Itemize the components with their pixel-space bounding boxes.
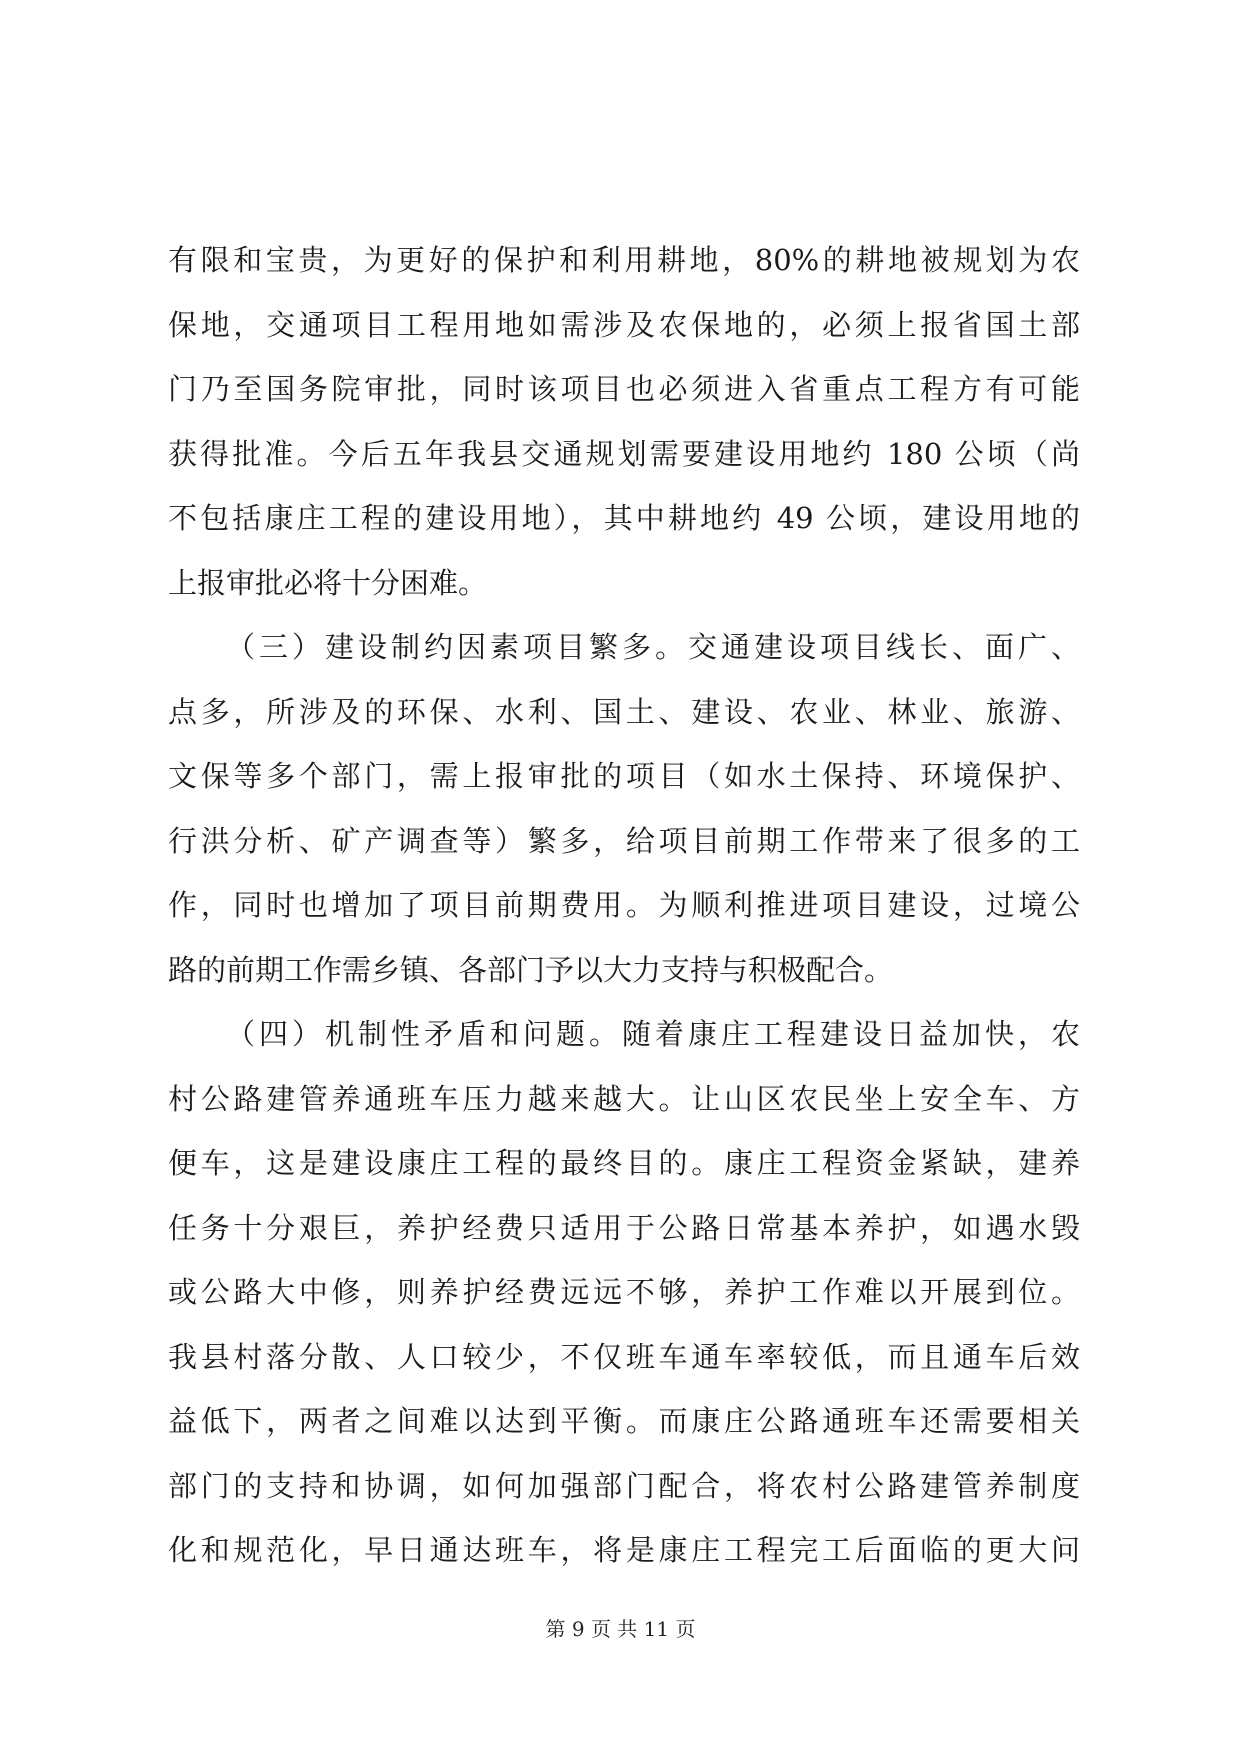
text-line: 有限和宝贵，为更好的保护和利用耕地，80%的耕地被规划为农 [168, 243, 1080, 277]
section-heading-line: （四）机制性矛盾和问题。随着康庄工程建设日益加快，农 [226, 1017, 1080, 1051]
text-line: 保地，交通项目工程用地如需涉及农保地的，必须上报省国土部 [168, 307, 1080, 342]
text-line: 行洪分析、矿产调查等）繁多，给项目前期工作带来了很多的工 [168, 823, 1080, 858]
section-heading-line: （三）建设制约因素项目繁多。交通建设项目线长、面广、 [226, 630, 1080, 664]
text-line: 益低下，两者之间难以达到平衡。而康庄公路通班车还需要相关 [168, 1404, 1080, 1438]
text-line: 文保等多个部门，需上报审批的项目（如水土保持、环境保护、 [168, 759, 1080, 793]
text-line: 便车，这是建设康庄工程的最终目的。康庄工程资金紧缺，建养 [168, 1146, 1080, 1180]
text-line: 化和规范化，早日通达班车，将是康庄工程完工后面临的更大问 [168, 1533, 1080, 1567]
text-line: 我县村落分散、人口较少，不仅班车通车率较低，而且通车后效 [168, 1339, 1080, 1374]
text-line: 作，同时也增加了项目前期费用。为顺利推进项目建设，过境公 [168, 888, 1080, 922]
document-body [168, 228, 1080, 1583]
text-line: 村公路建管养通班车压力越来越大。让山区农民坐上安全车、方 [168, 1081, 1080, 1116]
text-line: 门乃至国务院审批，同时该项目也必须进入省重点工程方有可能 [168, 372, 1080, 406]
text-line: 上报审批必将十分困难。 [168, 565, 488, 600]
text-line: 部门的支持和协调，如何加强部门配合，将农村公路建管养制度 [168, 1468, 1080, 1503]
page-number-footer: 第 9 页 共 11 页 [545, 1617, 696, 1641]
text-line: 不包括康庄工程的建设用地），其中耕地约 49 公顷，建设用地的 [168, 501, 1080, 535]
text-line: 点多，所涉及的环保、水利、国土、建设、农业、林业、旅游、 [168, 694, 1080, 729]
text-line: 获得批准。今后五年我县交通规划需要建设用地约 180 公顷（尚 [168, 436, 1080, 471]
text-line: 或公路大中修，则养护经费远远不够，养护工作难以开展到位。 [168, 1275, 1080, 1309]
text-line: 任务十分艰巨，养护经费只适用于公路日常基本养护，如遇水毁 [168, 1210, 1080, 1245]
text-line: 路的前期工作需乡镇、各部门予以大力支持与积极配合。 [168, 952, 894, 987]
